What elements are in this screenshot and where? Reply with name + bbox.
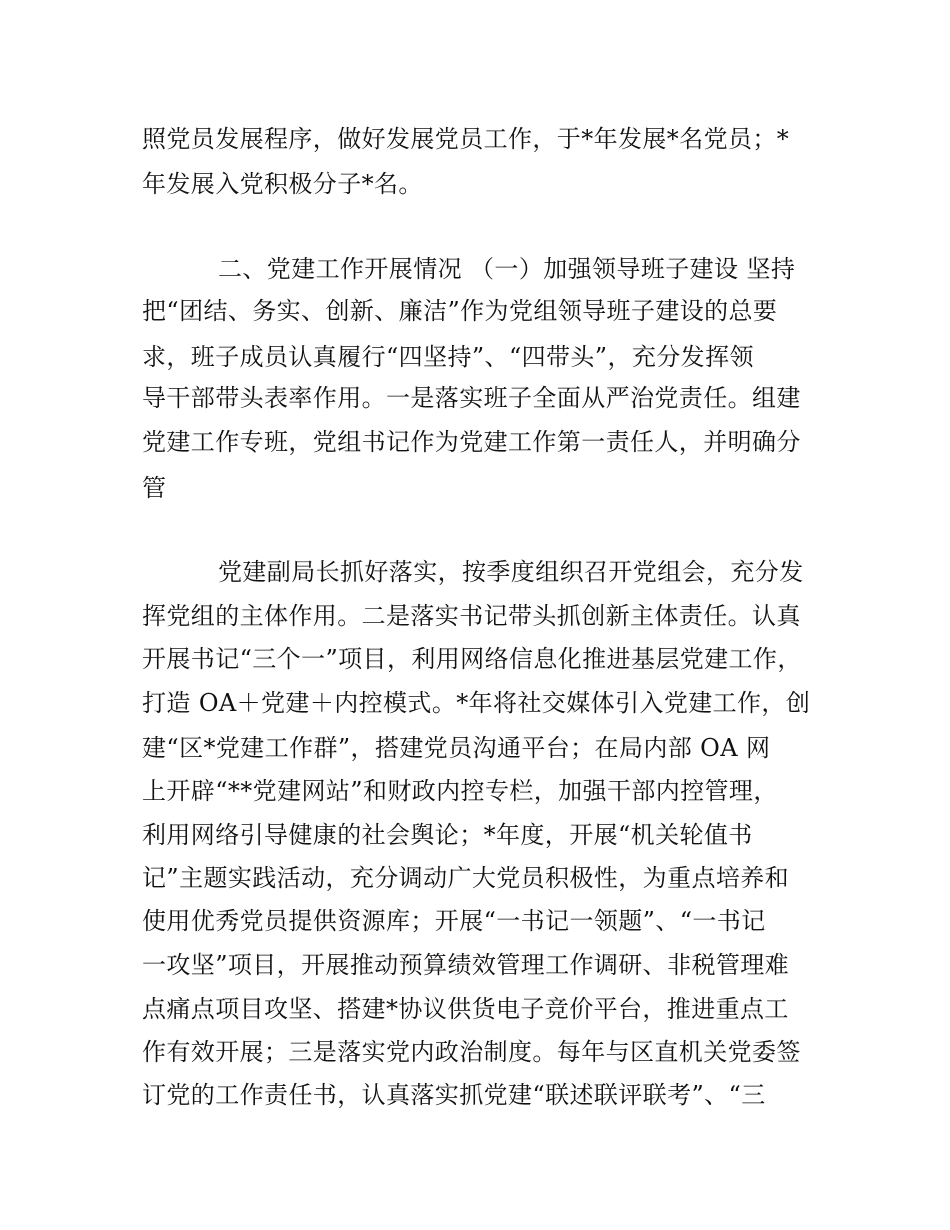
text-line: 党建副局长抓好落实，按季度组织召开党组会，充分发 (218, 558, 804, 586)
text-line: 建“区*党建工作群”，搭建党员沟通平台；在局内部 OA 网 (142, 734, 771, 762)
text-line: 订党的工作责任书，认真落实抓党建“联述联评联考”、“三 (142, 1081, 766, 1109)
text-line: 作有效开展；三是落实党内政治制度。每年与区直机关党委签 (142, 1038, 801, 1066)
text-line: 点痛点项目攻坚、搭建*协议供货电子竞价平台，推进重点工 (142, 995, 789, 1023)
text-line: 年发展入党积极分子*名。 (142, 170, 423, 198)
text-line: 管 (142, 474, 167, 502)
section-heading-line: 二、党建工作开展情况 （一）加强领导班子建设 坚持 (218, 255, 796, 283)
text-line: 挥党组的主体作用。二是落实书记带头抓创新主体责任。认真 (142, 602, 801, 630)
text-line: 使用优秀党员提供资源库；开展“一书记一领题”、“一书记 (142, 907, 766, 935)
text-line: 上开辟“**党建网站”和财政内控专栏，加强干部内控管理， (142, 777, 778, 805)
text-line: 一攻坚”项目，开展推动预算绩效管理工作调研、非税管理难 (142, 951, 790, 979)
text-line: 开展书记“三个一”项目，利用网络信息化推进基层党建工作， (142, 645, 802, 673)
text-line: 照党员发展程序，做好发展党员工作，于*年发展*名党员；* (142, 125, 790, 153)
text-line: 党建工作专班，党组书记作为党建工作第一责任人，并明确分 (142, 428, 801, 456)
text-line: 利用网络引导健康的社会舆论；*年度，开展“机关轮值书 (142, 821, 753, 849)
text-line: 求，班子成员认真履行“四坚持”、“四带头”，充分发挥领 (142, 343, 754, 371)
text-line: 打造 OA＋党建＋内控模式。*年将社交媒体引入党建工作，创 (142, 689, 811, 717)
text-line: 把“团结、务实、创新、廉洁”作为党组领导班子建设的总要 (142, 297, 778, 325)
text-line: 导干部带头表率作用。一是落实班子全面从严治党责任。组建 (142, 384, 801, 412)
text-line: 记”主题实践活动，充分调动广大党员积极性，为重点培养和 (142, 864, 790, 892)
